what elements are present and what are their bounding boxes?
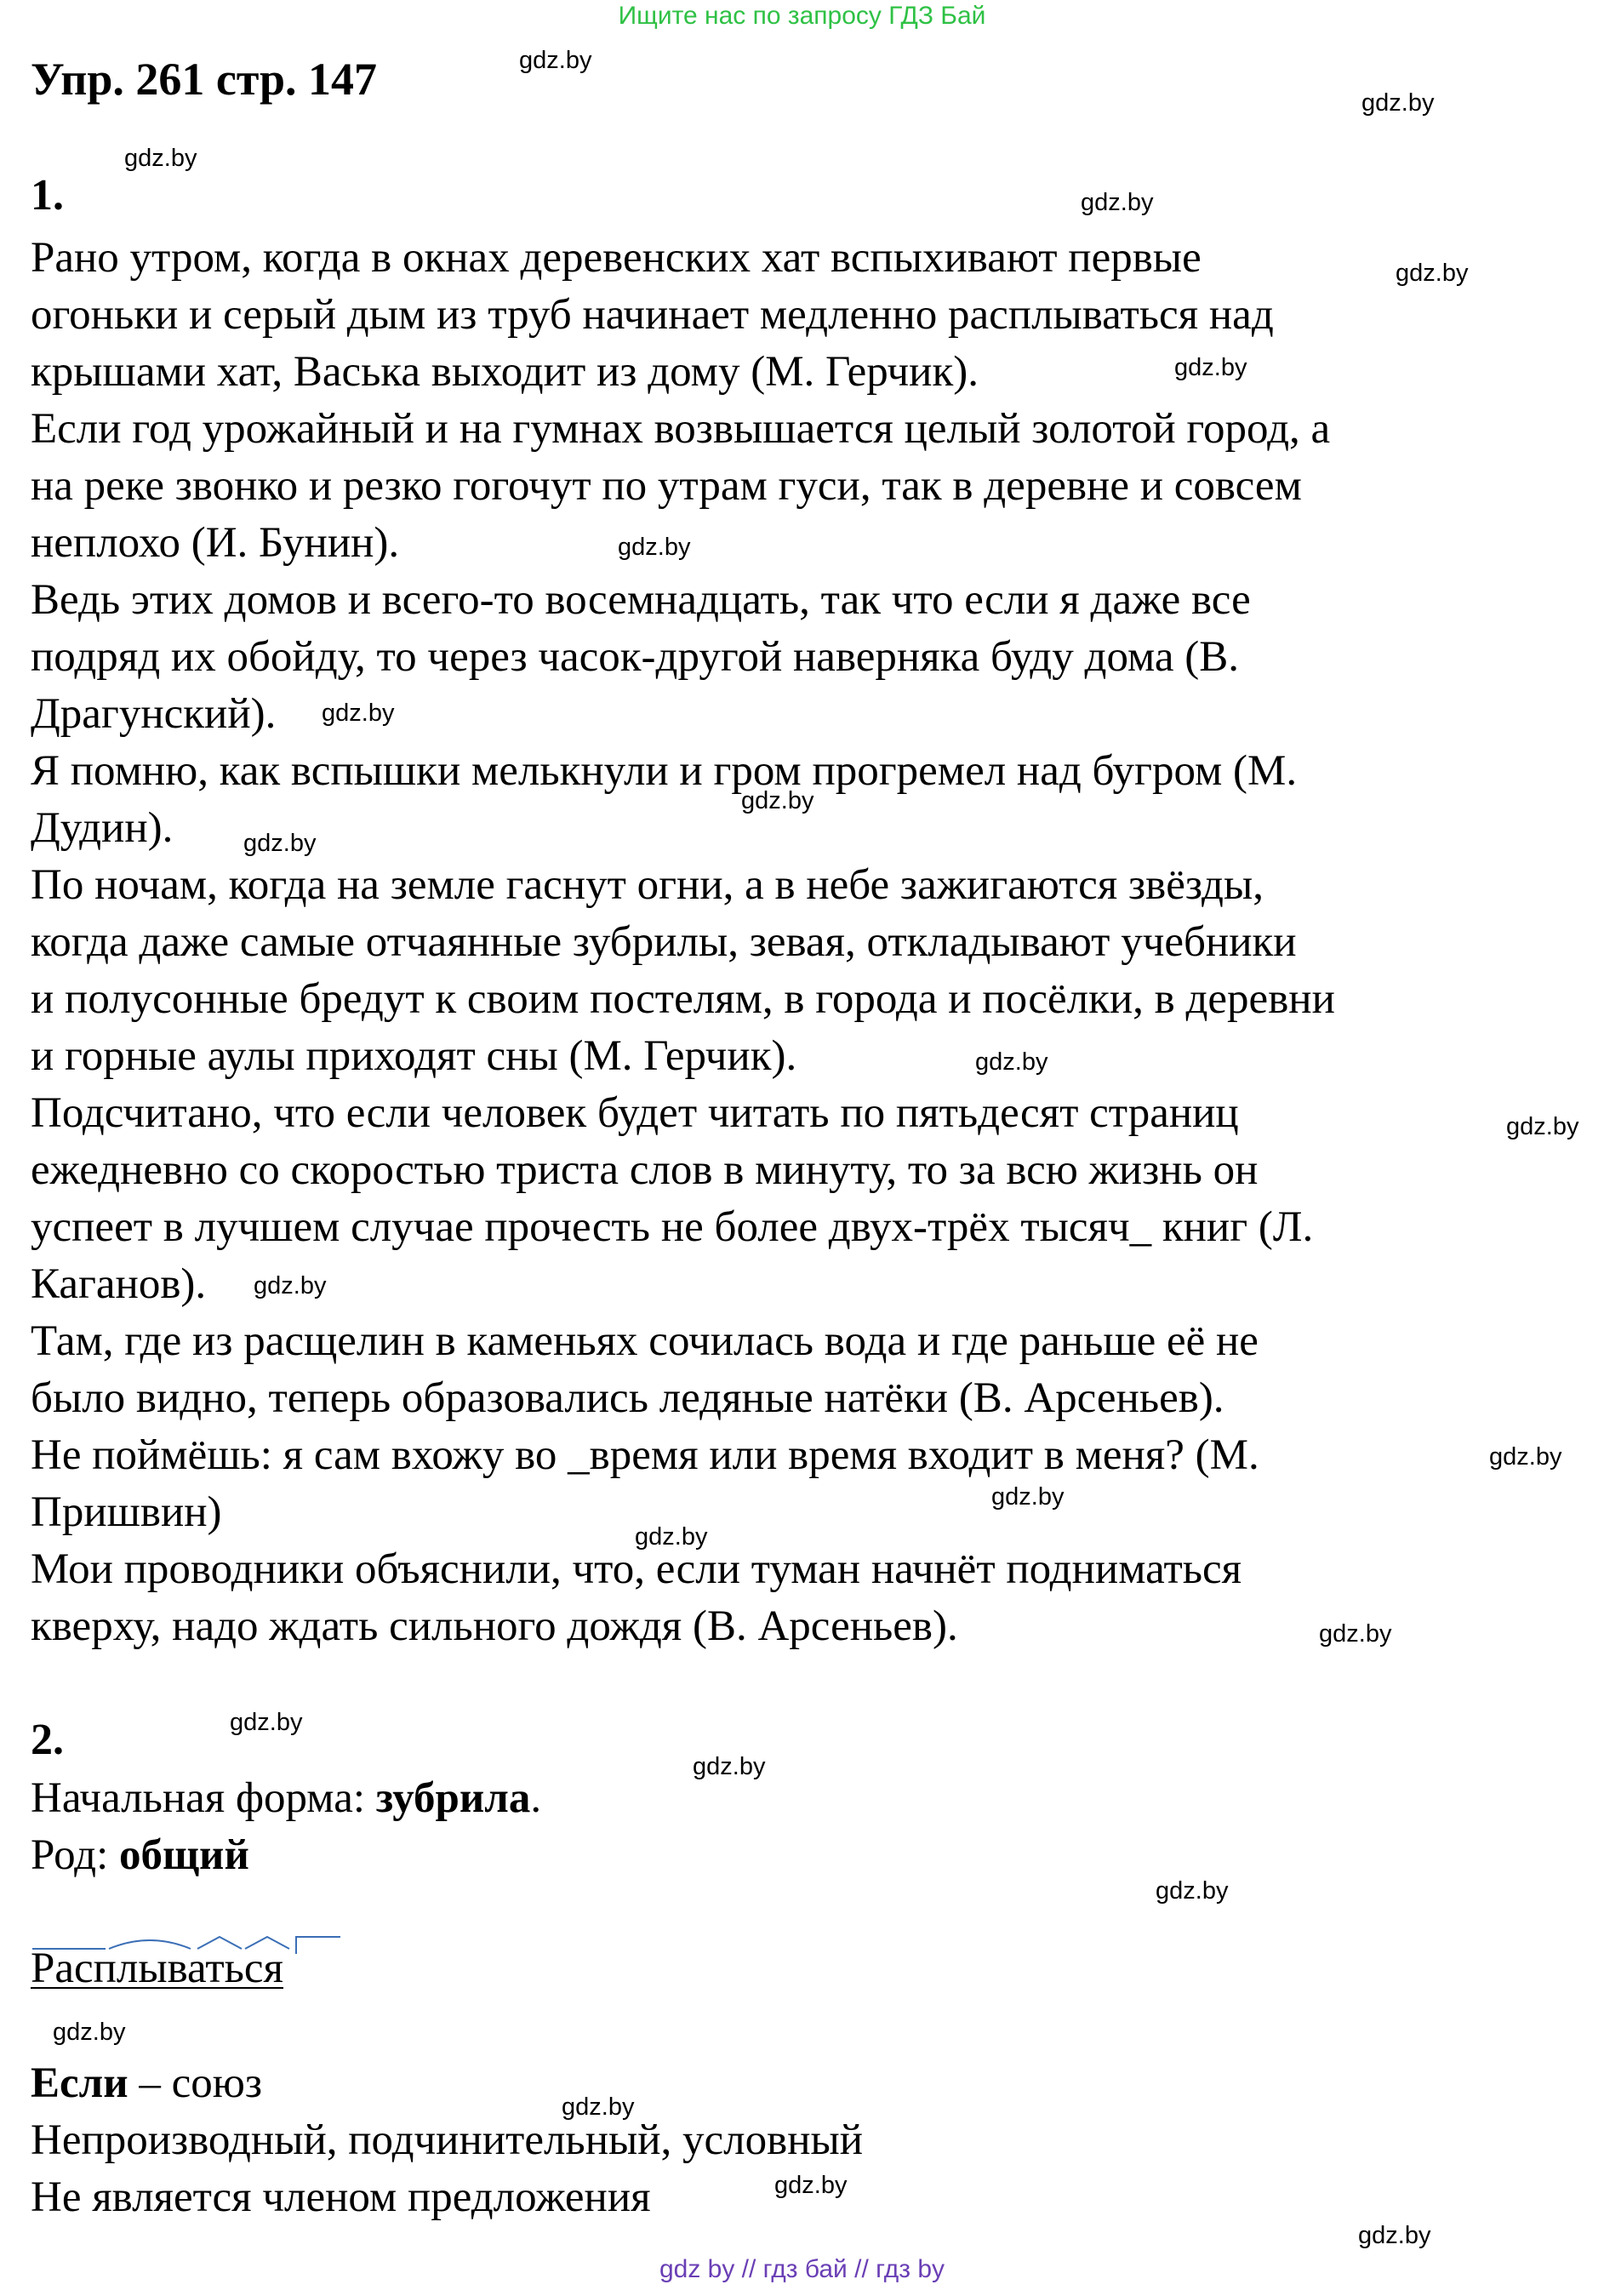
text-line: неплохо (И. Бунин). [31, 519, 400, 567]
gender-line [31, 1827, 1562, 1884]
watermark: gdz.by [1361, 89, 1435, 117]
watermark: gdz.by [254, 1272, 327, 1299]
text-line: и полусонные бредут к своим постелям, в города и посёлки, в деревни [31, 975, 1335, 1023]
text-line: ежедневно со скоростью триста слов в минуту, то за всю жизнь он [31, 1146, 1259, 1194]
section-1-number: 1. [31, 171, 64, 220]
watermark: gdz.by [1358, 2222, 1431, 2249]
gender-label: Род: [31, 1831, 119, 1879]
conjunction-block [31, 2055, 1562, 2226]
watermark: gdz.by [991, 1483, 1065, 1511]
top-banner[interactable]: Ищите нас по запросу ГДЗ Бай [618, 2, 986, 30]
watermark: gdz.by [975, 1048, 1048, 1076]
watermark: gdz.by [774, 2172, 848, 2199]
text-line: и горные аулы приходят сны (М. Герчик). [31, 1032, 797, 1080]
text-line: Не поймёшь: я сам вхожу во _время или время входит в меня? (М. [31, 1431, 1259, 1479]
section-1-text [31, 230, 1562, 1655]
text-line: Дудин). [31, 804, 174, 852]
initial-form-label: Начальная форма: [31, 1774, 376, 1822]
watermark: gdz.by [1506, 1113, 1579, 1140]
text-line: Мои проводники объяснили, что, если туман начнёт подниматься [31, 1545, 1242, 1593]
conjunction-line [31, 2055, 1562, 2112]
watermark: gdz.by [741, 787, 814, 814]
watermark: gdz.by [1081, 189, 1154, 216]
watermark: gdz.by [124, 145, 197, 172]
text-line: Каганов). [31, 1260, 207, 1308]
text-line: Пришвин) [31, 1488, 222, 1536]
text-line: крышами хат, Васька выходит из дому (М. Герчик). [31, 348, 979, 396]
footer-links[interactable]: gdz by // гдз бай // гдз by [659, 2255, 945, 2283]
conjunction-word: Если [31, 2059, 128, 2107]
gender-value: общий [119, 1831, 249, 1879]
watermark: gdz.by [322, 700, 395, 727]
conjunction-rest: – союз [128, 2059, 263, 2107]
text-line: на реке звонко и резко гогочут по утрам гуси, так в деревне и совсем [31, 462, 1302, 510]
text-line: Если год урожайный и на гумнах возвышается целый золотой город, а [31, 405, 1331, 453]
watermark: gdz.by [519, 47, 592, 74]
initial-form-end: . [530, 1774, 542, 1822]
section-2-number: 2. [31, 1716, 64, 1764]
watermark: gdz.by [230, 1709, 303, 1736]
initial-form-line [31, 1770, 1562, 1827]
text-line: По ночам, когда на земле гаснут огни, а в небе зажигаются звёзды, [31, 861, 1264, 909]
text-line: Рано утром, когда в окнах деревенских хат вспыхивают первые [31, 234, 1202, 282]
section-2-text [31, 1770, 1562, 1884]
text-line: Драгунский). [31, 690, 277, 738]
watermark: gdz.by [618, 534, 691, 561]
watermark: gdz.by [1174, 354, 1247, 381]
initial-form-value: зубрила [375, 1774, 531, 1822]
page-title: Упр. 261 стр. 147 [31, 54, 378, 105]
watermark: gdz.by [693, 1753, 766, 1780]
text-line: Там, где из расщелин в каменьях сочилась вода и где раньше её не [31, 1317, 1259, 1365]
conjunction-role: Не является членом предложения [31, 2173, 651, 2221]
analyzed-word: Расплываться [31, 1945, 284, 1992]
watermark: gdz.by [562, 2093, 635, 2121]
watermark: gdz.by [1489, 1443, 1562, 1471]
text-line: Подсчитано, что если человек будет читать по пятьдесят страниц [31, 1089, 1239, 1137]
text-line: кверху, надо ждать сильного дождя (В. Арсеньев). [31, 1602, 958, 1650]
text-line: Ведь этих домов и всего-то восемнадцать, так что если я даже все [31, 576, 1251, 624]
text-line: когда даже самые отчаянные зубрилы, зевая, откладывают учебники [31, 918, 1297, 966]
watermark: gdz.by [635, 1523, 708, 1551]
watermark: gdz.by [1156, 1877, 1229, 1905]
watermark: gdz.by [1396, 260, 1469, 287]
watermark: gdz.by [1319, 1620, 1392, 1648]
text-line: огоньки и серый дым из труб начинает медленно расплываться над [31, 291, 1274, 339]
text-line: успеет в лучшем случае прочесть не более двух-трёх тысяч_ книг (Л. [31, 1203, 1314, 1251]
watermark: gdz.by [243, 830, 317, 857]
text-line: Я помню, как вспышки мелькнули и гром прогремел над бугром (М. [31, 747, 1298, 795]
text-line: было видно, теперь образовались ледяные натёки (В. Арсеньев). [31, 1374, 1224, 1422]
conjunction-properties: Непроизводный, подчинительный, условный [31, 2116, 864, 2164]
watermark: gdz.by [53, 2019, 126, 2046]
analyzed-word-block [31, 1940, 1562, 1997]
text-line: подряд их обойду, то через часок-другой наверняка буду дома (В. [31, 633, 1240, 681]
